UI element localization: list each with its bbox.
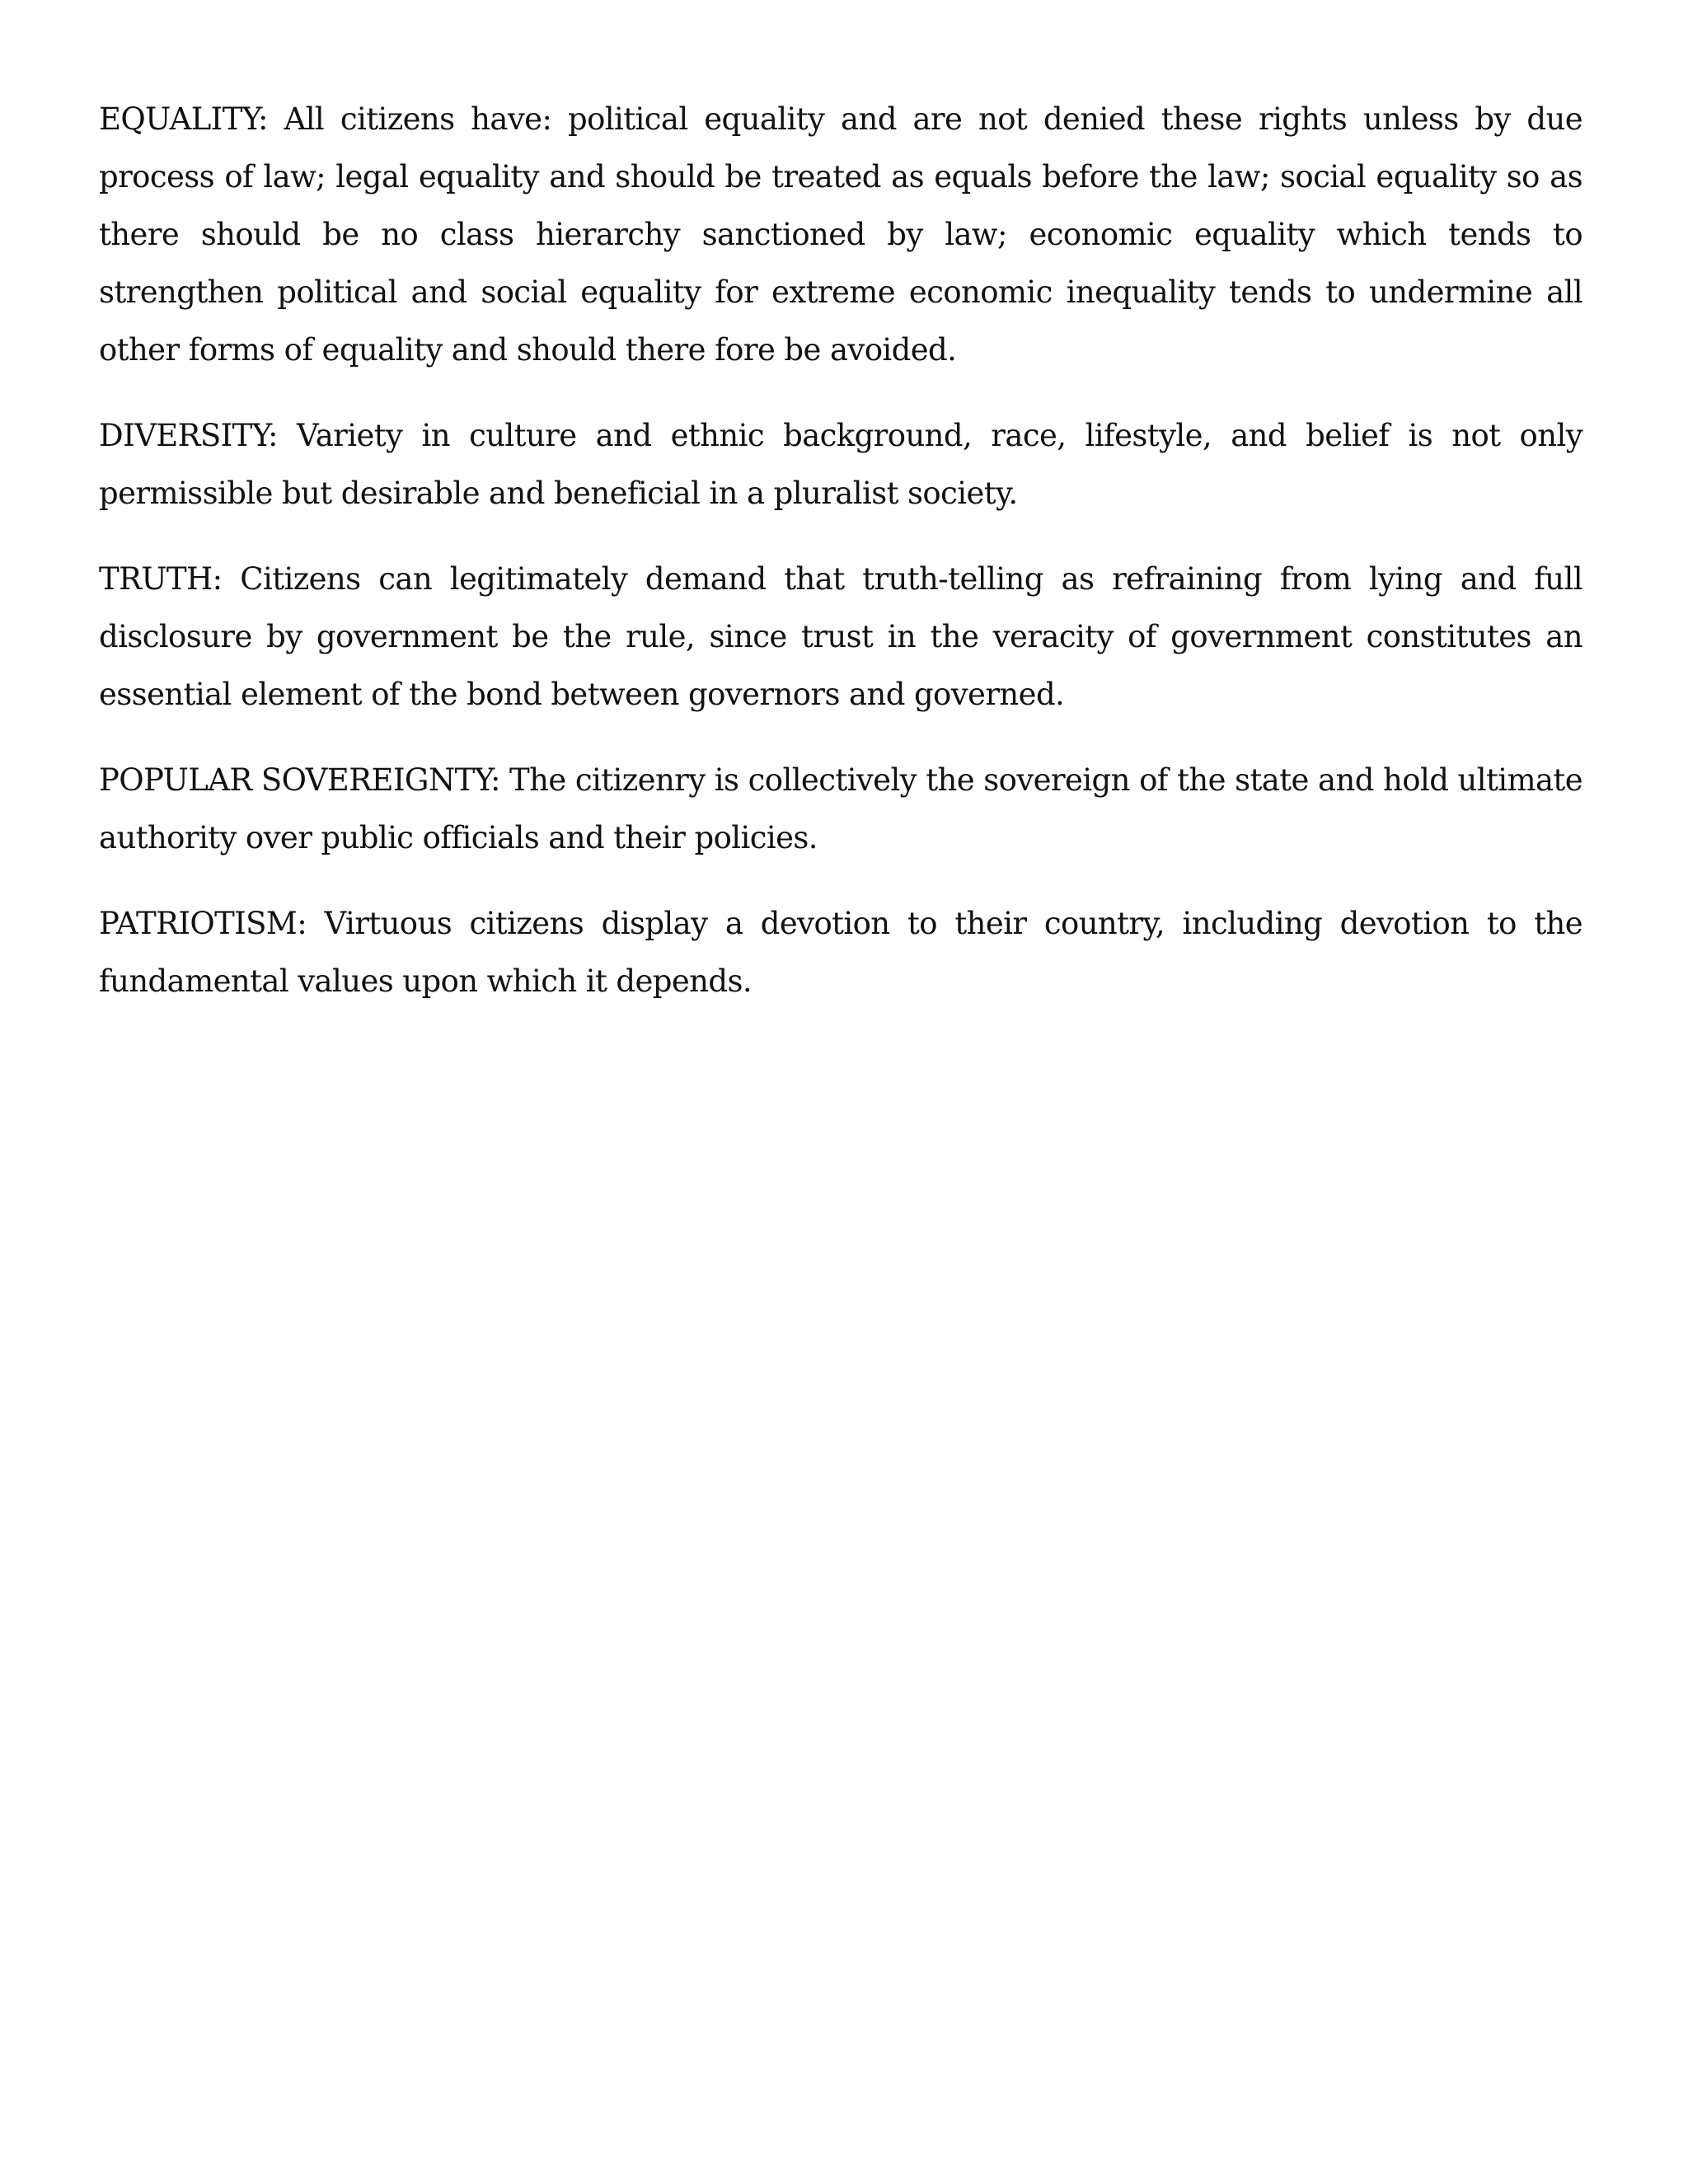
paragraph-truth: TRUTH: Citizens can legitimately demand that truth-telling as refraining from lying and full disclosure by government be the rule, since trust in the veracity of government constitutes an essential element of the bond between governors and governed. xyxy=(99,561,1582,712)
paragraph-patriotism: PATRIOTISM: Virtuous citizens display a devotion to their country, including devotion to the fundamental values upon which it depends. xyxy=(99,906,1582,999)
paragraph-equality: EQUALITY: All citizens have: political equality and are not denied these rights unless by due process of law; legal equality and should be treated as equals before the law; social equality so as there should be no class hierarchy sanctioned by law; economic equality which tends to strengthen political and social equality for extreme economic inequality tends to undermine all other forms of equality and should there fore be avoided. xyxy=(99,101,1582,368)
paragraph-diversity: DIVERSITY: Variety in culture and ethnic background, race, lifestyle, and belief is not only permissible but desirable and beneficial in a pluralist society. xyxy=(99,418,1582,511)
paragraph-popular-sovereignty: POPULAR SOVEREIGNTY: The citizenry is collectively the sovereign of the state and hold ultimate authority over public officials and their policies. xyxy=(99,762,1582,855)
document-body xyxy=(99,91,1582,1038)
